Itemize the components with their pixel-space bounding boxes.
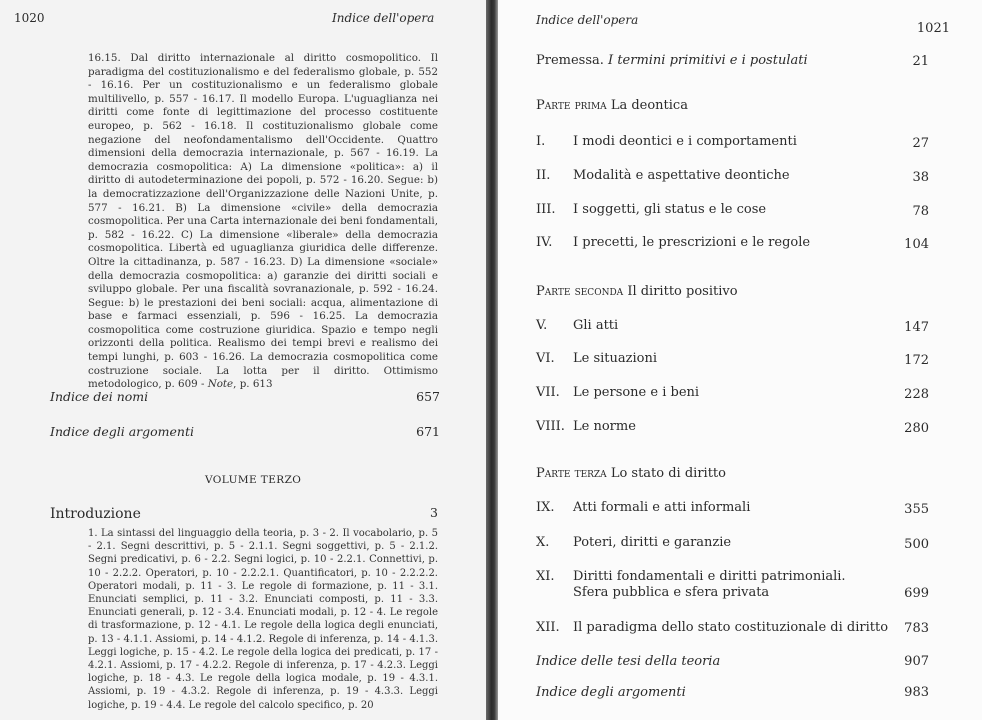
chapter-title: I soggetti, gli status e le cose (573, 202, 767, 217)
premessa-title: I termini primitivi e i postulati (608, 53, 808, 68)
chapter-number: I. (536, 134, 546, 149)
page-number: 1020 (14, 11, 45, 25)
index-entry-title: Indice degli argomenti (536, 685, 686, 700)
part-heading (536, 98, 688, 113)
chapter-title: Le persone e i beni (573, 385, 700, 400)
chapter-number: X. (536, 535, 550, 550)
chapter-title: Modalità e aspettative deontiche (573, 168, 790, 183)
part-title: Lo stato di diritto (610, 466, 726, 481)
index-entry-title: Indice dei nomi (50, 389, 149, 404)
volume-title: VOLUME TERZO (205, 474, 302, 486)
premessa-label: Premessa. (536, 53, 604, 68)
chapter-title-line2: Sfera pubblica e sfera privata (573, 585, 770, 600)
chapter-page: 280 (904, 421, 929, 436)
page-number: 1021 (916, 21, 950, 36)
premessa-entry (536, 53, 808, 68)
chapter-number: XI. (536, 569, 555, 584)
chapter-title: Le situazioni (573, 351, 657, 366)
chapter-page: 147 (904, 320, 929, 335)
part-label: Parte prima (536, 98, 607, 113)
chapter-number: V. (536, 318, 548, 333)
chapter-title: Atti formali e atti informali (573, 500, 751, 515)
right-page (498, 0, 982, 720)
index-entry-page: 907 (904, 654, 929, 669)
book-gutter (486, 0, 498, 720)
part-title: La deontica (610, 98, 688, 113)
chapter-page: 78 (912, 204, 929, 219)
running-head: Indice dell'opera (536, 13, 639, 27)
chapter-title: I modi deontici e i comportamenti (573, 134, 797, 149)
chapter-number: VIII. (536, 419, 565, 434)
chapter-number: III. (536, 202, 556, 217)
contents-paragraph (88, 52, 438, 392)
intro-paragraph: 1. La sintassi del linguaggio della teoria, p. 3 - 2. Il vocabolario, p. 5 - 2.1. Segni descrittivi, p. 5 - 2.1.1. Segni soggettivi, p. 5 - 2.1.2. Segni predicativi, p. 6 - 2.2. Segni logici, p. 10 - 2.2.1. Connettivi, p. 10 - 2.2.2. Operatori, p. 10 - 2.2.2.1. Quantificatori, p. 10 - 2.2.2.2. Operatori modali, p. 11 - 3. Le regole di formazione, p. 11 - 3.1. Enunciati semplici, p. 11 - 3.2. Enunciati composti, p. 11 - 3.3. Enunciati generali, p. 12 - 3.4. Enunciati modali, p. 12 - 4. Le regole di trasformazione, p. 12 - 4.1. Le regole della logica degli enunciati, p. 13 - 4.1.1. Assiomi, p. 14 - 4.1.2. Regole di inferenza, p. 14 - 4.1.3. Leggi logiche, p. 15 - 4.2. Le regole della logica dei predicati, p. 17 - 4.2.1. Assiomi, p. 17 - 4.2.2. Regole di inferenza, p. 17 - 4.2.3. Leggi logiche, p. 18 - 4.3. Le regole della logica modale, p. 19 - 4.3.1. Assiomi, p. 19 - 4.3.2. Regole di inferenza, p. 19 - 4.3.3. Leggi logiche, p. 19 - 4.4. Le regole del calcolo specifico, p. 20 (88, 528, 438, 711)
chapter-page: 27 (912, 136, 929, 151)
chapter-title: Le norme (573, 419, 636, 434)
chapter-page: 228 (904, 387, 929, 402)
chapter-number: VII. (536, 385, 560, 400)
chapter-number: IX. (536, 500, 555, 515)
part-label: Parte terza (536, 466, 607, 481)
paragraph-text: 16.15. Dal diritto internazionale al diritto cosmopolitico. Il paradigma del costituzionalismo e del federalismo globale, p. 552 - 16.16. Per un costituzionalismo e un federalismo globale multilivello, p. 557 - 16.17. Il modello Europa. L'uguaglianza nei diritti come fonte di legittimazione del processo costituente europeo, p. 562 - 16.18. Il costituzionalismo globale come negazione del neofondamentalismo dell'Occidente. Quattro dimensioni della democrazia internazionale, p. 567 - 16.19. La democrazia cosmopolitica: A) La dimensione «politica»: a) il diritto di autodeterminazione dei popoli, p. 572 - 16.20. Segue: b) la democratizzazione dell'Organizzazione delle Nazioni Unite, p. 577 - 16.21. B) La dimensione «civile» della democrazia cosmopolitica. Per una Carta internazionale dei beni fondamentali, p. 582 - 16.22. C) La dimensione «liberale» della democrazia cosmopolitica. Libertà ed uguaglianza giuridica delle differenze. Oltre la cittadinanza, p. 587 - 16.23. D) La dimensione «sociale» della democrazia cosmopolitica: a) garanzie dei diritti sociali e sviluppo globale. Per una fiscalità sovranazionale, p. 592 - 16.24. Segue: b) le prestazioni dei beni sociali: acqua, alimentazione di base e farmaci essenziali, p. 596 - 16.25. La democrazia cosmopolitica come costruzione giuridica. Spazio e tempo negli orizzonti della politica. Realismo dei tempi brevi e realismo dei tempi lunghi, p. 603 - 16.26. La democrazia cosmopolitica come costruzione sociale. La lotta per il diritto. Ottimismo metodologico, p. 609 - (88, 52, 438, 391)
index-entry-page: 983 (904, 685, 929, 700)
chapter-title: I precetti, le prescrizioni e le regole (573, 235, 811, 250)
chapter-page: 699 (904, 586, 929, 601)
chapter-page: 38 (912, 170, 929, 185)
chapter-page: 783 (904, 621, 929, 636)
premessa-page: 21 (912, 54, 929, 69)
chapter-page: 355 (904, 502, 929, 517)
paragraph-end: , p. 613 (233, 378, 273, 391)
index-entry-title: Indice delle tesi della teoria (536, 654, 721, 669)
index-entry-title: Indice degli argomenti (50, 424, 195, 439)
chapter-title: Poteri, diritti e garanzie (573, 535, 732, 550)
chapter-page: 104 (904, 237, 929, 252)
paragraph-italic: Note (207, 378, 234, 391)
chapter-number: VI. (536, 351, 555, 366)
chapter-number: IV. (536, 235, 553, 250)
part-label: Parte seconda (536, 284, 624, 299)
chapter-title: Gli atti (573, 318, 619, 333)
running-head: Indice dell'opera (332, 11, 435, 25)
chapter-page: 500 (904, 537, 929, 552)
chapter-title: Diritti fondamentali e diritti patrimoniali. (573, 569, 846, 584)
chapter-title: Il paradigma dello stato costituzionale di diritto (573, 620, 889, 635)
left-page (0, 0, 486, 720)
intro-page: 3 (430, 505, 438, 520)
part-title: Il diritto positivo (627, 284, 738, 299)
chapter-page: 172 (904, 353, 929, 368)
chapter-number: XII. (536, 620, 560, 635)
intro-title: Introduzione (50, 506, 141, 522)
chapter-number: II. (536, 168, 551, 183)
part-heading (536, 284, 738, 299)
part-heading (536, 466, 726, 481)
index-entry-page: 671 (416, 424, 440, 439)
index-entry-page: 657 (416, 389, 440, 404)
